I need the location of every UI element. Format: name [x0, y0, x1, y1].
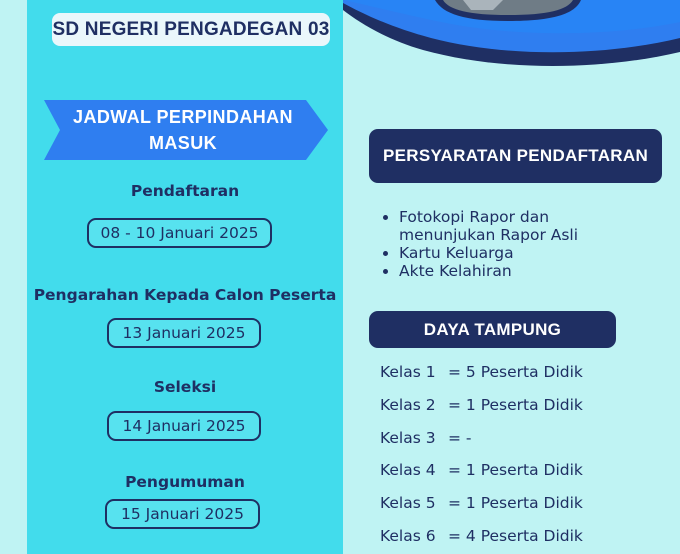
date-announcement: 15 Januari 2025 — [105, 499, 260, 529]
capacity-row — [380, 429, 472, 447]
capacity-class: Kelas 5 — [380, 494, 436, 512]
capacity-value: = 1 Peserta Didik — [448, 461, 583, 479]
schedule-banner — [44, 100, 328, 160]
capacity-row — [380, 396, 583, 414]
requirements-list — [380, 208, 619, 280]
schedule-banner-title — [44, 104, 322, 156]
stage-label-registration: Pendaftaran — [130, 182, 240, 200]
capacity-class: Kelas 1 — [380, 363, 436, 381]
capacity-value: = - — [448, 429, 472, 447]
requirements-title: PERSYARATAN PENDAFTARAN — [369, 129, 662, 183]
date-registration: 08 - 10 Januari 2025 — [87, 218, 272, 248]
stage-label-announcement: Pengumuman — [125, 473, 245, 491]
schedule-banner-line1: JADWAL PERPINDAHAN — [73, 107, 293, 127]
capacity-value: = 4 Peserta Didik — [448, 527, 583, 545]
capacity-row — [380, 494, 583, 512]
capacity-class: Kelas 2 — [380, 396, 436, 414]
header-wave-graphic — [343, 0, 680, 75]
left-panel — [27, 0, 343, 554]
capacity-class: Kelas 6 — [380, 527, 436, 545]
schedule-banner-line2: MASUK — [149, 133, 217, 153]
capacity-value: = 1 Peserta Didik — [448, 396, 583, 414]
date-selection: 14 Januari 2025 — [107, 411, 261, 441]
requirement-item: Kartu Keluarga — [380, 244, 619, 262]
date-briefing: 13 Januari 2025 — [107, 318, 261, 348]
capacity-value: = 1 Peserta Didik — [448, 494, 583, 512]
stage-label-briefing: Pengarahan Kepada Calon Peserta — [33, 286, 337, 304]
capacity-title: DAYA TAMPUNG — [369, 311, 616, 348]
requirement-item: Akte Kelahiran — [380, 262, 619, 280]
stage-label-selection: Seleksi — [153, 378, 217, 396]
school-name-badge: SD NEGERI PENGADEGAN 03 — [52, 13, 330, 46]
capacity-row — [380, 527, 583, 545]
requirement-item: Fotokopi Rapor dan menunjukan Rapor Asli — [380, 208, 619, 244]
capacity-row — [380, 363, 583, 381]
capacity-value: = 5 Peserta Didik — [448, 363, 583, 381]
capacity-class: Kelas 3 — [380, 429, 436, 447]
capacity-class: Kelas 4 — [380, 461, 436, 479]
capacity-row — [380, 461, 583, 479]
